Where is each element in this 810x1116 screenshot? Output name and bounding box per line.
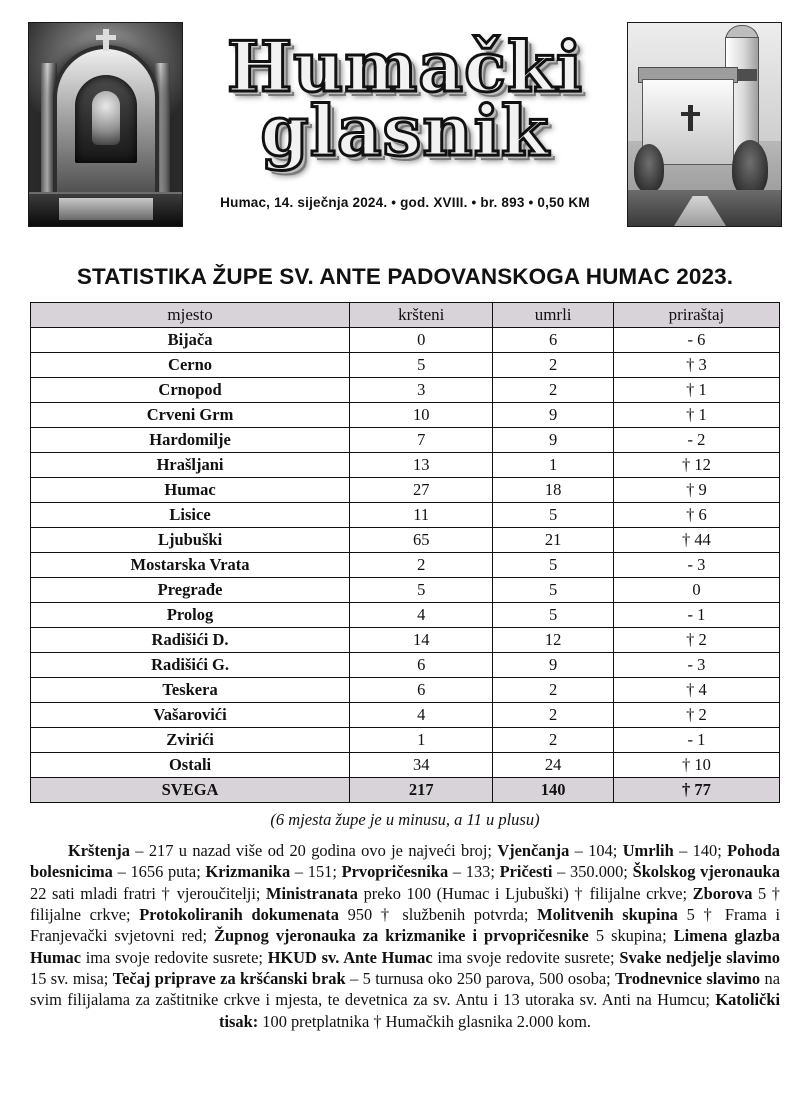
cell-place: Zvirići bbox=[31, 728, 350, 753]
cell-died: 5 bbox=[493, 503, 613, 528]
table-row bbox=[31, 653, 780, 678]
cell-baptized: 1 bbox=[350, 728, 493, 753]
cell-died: 2 bbox=[493, 678, 613, 703]
cell-place: Lisice bbox=[31, 503, 350, 528]
cell-baptized: 27 bbox=[350, 478, 493, 503]
cell-place: Ostali bbox=[31, 753, 350, 778]
cell-growth: † 4 bbox=[613, 678, 779, 703]
table-row bbox=[31, 553, 780, 578]
cell-growth: † 2 bbox=[613, 628, 779, 653]
cell-place: Ljubuški bbox=[31, 528, 350, 553]
cell-growth: - 2 bbox=[613, 428, 779, 453]
cell-growth: † 44 bbox=[613, 528, 779, 553]
cell-died: 5 bbox=[493, 603, 613, 628]
cell-growth: † 12 bbox=[613, 453, 779, 478]
table-header-row bbox=[31, 303, 780, 328]
cell-died: 1 bbox=[493, 453, 613, 478]
cell-growth: - 3 bbox=[613, 553, 779, 578]
cell-place: Pregrađe bbox=[31, 578, 350, 603]
cell-died: 6 bbox=[493, 328, 613, 353]
parish-statistics-table bbox=[30, 302, 780, 803]
column-header-baptized: kršteni bbox=[350, 303, 493, 328]
cell-died: 9 bbox=[493, 653, 613, 678]
decor-column-left bbox=[41, 63, 57, 203]
table-row bbox=[31, 728, 780, 753]
page-title: STATISTIKA ŽUPE SV. ANTE PADOVANSKOGA HUMAC 2023. bbox=[76, 264, 734, 289]
cell-baptized: 34 bbox=[350, 753, 493, 778]
church-exterior-photo bbox=[627, 22, 782, 227]
table-row bbox=[31, 603, 780, 628]
cell-died: 9 bbox=[493, 403, 613, 428]
cell-baptized: 0 bbox=[350, 328, 493, 353]
table-body bbox=[31, 328, 780, 803]
tree-right bbox=[732, 140, 768, 196]
table-row bbox=[31, 753, 780, 778]
cell-place: Bijača bbox=[31, 328, 350, 353]
table-row bbox=[31, 678, 780, 703]
table-footnote: (6 mjesta župe je u minusu, a 11 u plusu) bbox=[270, 810, 540, 829]
issue-info-line: Humac, 14. siječnja 2024. • god. XVIII. • br. 893 • 0,50 KM bbox=[220, 195, 590, 211]
cell-baptized: 11 bbox=[350, 503, 493, 528]
main-content bbox=[0, 252, 810, 1032]
cell-baptized: 4 bbox=[350, 703, 493, 728]
summary-paragraph: Krštenja – 217 u nazad više od 20 godina ovo je najveći broj; Vjenčanja – 104; Umrlih – 140; Pohoda bolesnicima – 1656 puta; Krizmanika – 151; Prvopričesnika – 133; Pričesti – 350.000; Školskog vjeronauka 22 sati mladi fratri † vjeroučitelji; Ministranata preko 100 (Humac i Ljubuški) † filijalne crkve; Zborova 5 † filijalne crkve; Protokoliranih dokumenata 950 † službenih potvrda; Molitvenih skupina 5 † Frama i Franjevački svjetovni red; Župnog vjeronauka za krizmanike i prvopričesnike 5 skupina; Limena glazba Humac ima svoje redovite susrete; HKUD sv. Ante Humac ima svoje redovite susrete; Svake nedjelje slavimo 15 sv. misa; Tečaj priprave za kršćanski brak – 5 turnusa oko 250 parova, 500 osoba; Trodnevnice slavimo na svim filijalama za zaštitnike crkve i mjesta, te devetnica za sv. Antu i 13 utoraka sv. Anti na Humcu; Katolički tisak: 100 pretplatnika † Humačkih glasnika 2.000 kom. bbox=[30, 841, 780, 1031]
table-row bbox=[31, 628, 780, 653]
table-row bbox=[31, 403, 780, 428]
decor-column-right bbox=[154, 63, 170, 203]
cell-growth: † 9 bbox=[613, 478, 779, 503]
cell-place: Hardomilje bbox=[31, 428, 350, 453]
masthead-title-line-1: Humački bbox=[226, 27, 584, 108]
altar-table bbox=[59, 198, 153, 220]
cell-baptized: 4 bbox=[350, 603, 493, 628]
cell-died: 12 bbox=[493, 628, 613, 653]
column-header-growth: priraštaj bbox=[613, 303, 779, 328]
cell-died: 2 bbox=[493, 703, 613, 728]
table-row bbox=[31, 703, 780, 728]
cell-baptized: 2 bbox=[350, 553, 493, 578]
table-row bbox=[31, 428, 780, 453]
church-interior-photo bbox=[28, 22, 183, 227]
cell-baptized: 65 bbox=[350, 528, 493, 553]
cell-baptized: 217 bbox=[350, 778, 493, 803]
masthead-title-line-2: glasnik bbox=[260, 90, 550, 172]
cell-baptized: 7 bbox=[350, 428, 493, 453]
table-row bbox=[31, 578, 780, 603]
cell-growth: † 77 bbox=[613, 778, 779, 803]
title-block bbox=[183, 22, 627, 210]
cell-died: 9 bbox=[493, 428, 613, 453]
cell-place: Radišići D. bbox=[31, 628, 350, 653]
cell-growth: † 3 bbox=[613, 353, 779, 378]
cell-died: 140 bbox=[493, 778, 613, 803]
cell-growth: † 1 bbox=[613, 403, 779, 428]
cell-growth: - 3 bbox=[613, 653, 779, 678]
cell-died: 5 bbox=[493, 578, 613, 603]
table-total-row bbox=[31, 778, 780, 803]
table-row bbox=[31, 378, 780, 403]
column-header-place: mjesto bbox=[31, 303, 350, 328]
cell-died: 2 bbox=[493, 353, 613, 378]
cell-baptized: 3 bbox=[350, 378, 493, 403]
cell-place: Hrašljani bbox=[31, 453, 350, 478]
masthead bbox=[0, 0, 810, 252]
table-row bbox=[31, 478, 780, 503]
cell-baptized: 13 bbox=[350, 453, 493, 478]
cell-growth: † 6 bbox=[613, 503, 779, 528]
cell-died: 21 bbox=[493, 528, 613, 553]
cell-place: Vašarovići bbox=[31, 703, 350, 728]
cell-growth: † 10 bbox=[613, 753, 779, 778]
cell-place: Prolog bbox=[31, 603, 350, 628]
table-row bbox=[31, 503, 780, 528]
cross-icon bbox=[103, 29, 109, 51]
cell-growth: - 1 bbox=[613, 728, 779, 753]
cell-place: Crnopod bbox=[31, 378, 350, 403]
table-row bbox=[31, 328, 780, 353]
cell-growth: † 2 bbox=[613, 703, 779, 728]
cell-baptized: 14 bbox=[350, 628, 493, 653]
cross-icon bbox=[688, 105, 693, 131]
cell-place: Mostarska Vrata bbox=[31, 553, 350, 578]
cell-died: 2 bbox=[493, 378, 613, 403]
cell-died: 24 bbox=[493, 753, 613, 778]
cell-growth: 0 bbox=[613, 578, 779, 603]
cell-died: 5 bbox=[493, 553, 613, 578]
cell-place: Radišići G. bbox=[31, 653, 350, 678]
cell-place: Humac bbox=[31, 478, 350, 503]
cell-died: 2 bbox=[493, 728, 613, 753]
table-row bbox=[31, 453, 780, 478]
cell-baptized: 5 bbox=[350, 353, 493, 378]
tree-left bbox=[634, 144, 664, 192]
cell-died: 18 bbox=[493, 478, 613, 503]
column-header-died: umrli bbox=[493, 303, 613, 328]
cell-place: SVEGA bbox=[31, 778, 350, 803]
cell-growth: - 1 bbox=[613, 603, 779, 628]
cell-place: Cerno bbox=[31, 353, 350, 378]
cell-growth: - 6 bbox=[613, 328, 779, 353]
saint-figure bbox=[92, 91, 120, 145]
table-row bbox=[31, 353, 780, 378]
table-row bbox=[31, 528, 780, 553]
cell-place: Crveni Grm bbox=[31, 403, 350, 428]
cell-baptized: 5 bbox=[350, 578, 493, 603]
cell-growth: † 1 bbox=[613, 378, 779, 403]
cell-baptized: 6 bbox=[350, 653, 493, 678]
cell-place: Teskera bbox=[31, 678, 350, 703]
cell-baptized: 10 bbox=[350, 403, 493, 428]
cell-baptized: 6 bbox=[350, 678, 493, 703]
